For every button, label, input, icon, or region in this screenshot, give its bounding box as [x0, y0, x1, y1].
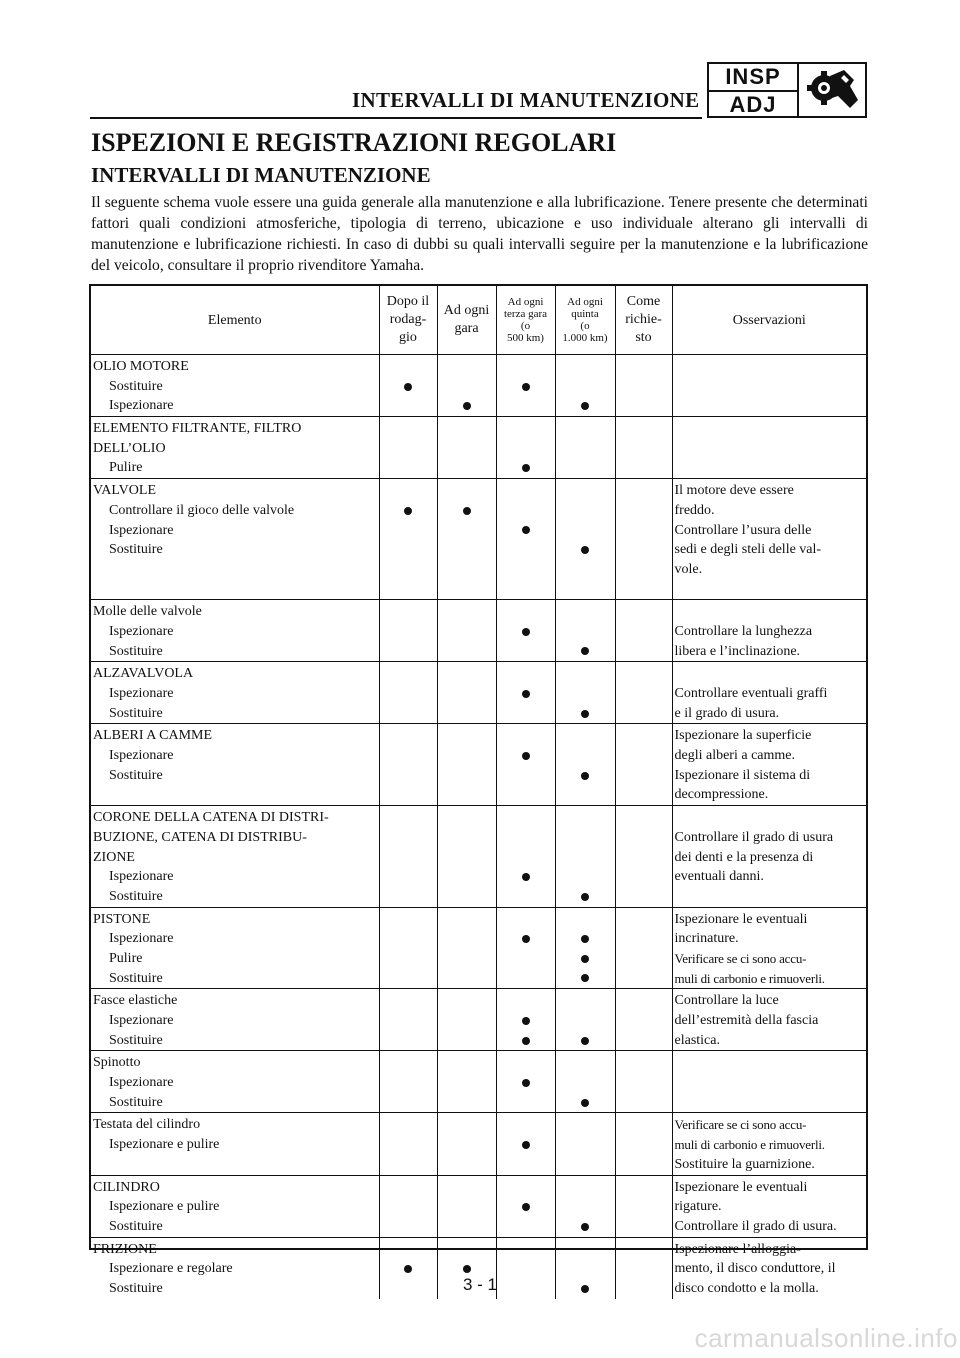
interval-cell [379, 806, 437, 907]
observations-cell [672, 724, 866, 806]
element-cell [91, 662, 379, 724]
interval-cell [496, 355, 555, 417]
header-line: Come [626, 294, 661, 309]
interval-mark-dot [581, 955, 589, 963]
observation-line: dei denti e la presenza di [674, 849, 814, 865]
col-header-osservazioni: Osservazioni [672, 286, 866, 355]
table-row [91, 355, 866, 417]
col-header-elemento: Elemento [91, 286, 379, 355]
observation-line: Ispezionare le eventuali [674, 1179, 808, 1195]
element-name: VALVOLE [93, 483, 157, 499]
interval-cell [615, 662, 672, 724]
page-heading: ISPEZIONI E REGISTRAZIONI REGOLARI [91, 128, 617, 157]
table-row [91, 662, 866, 724]
interval-cell [496, 1175, 555, 1237]
interval-mark-dot [522, 873, 530, 881]
observation-line [675, 664, 867, 684]
wrench-gear-icon [799, 64, 865, 116]
interval-cell [615, 1051, 672, 1113]
element-action: Sostituire [109, 1218, 163, 1234]
interval-cell [615, 989, 672, 1051]
observations-cell [672, 989, 866, 1051]
observation-line: elastica. [674, 1032, 720, 1048]
interval-cell [555, 662, 615, 724]
element-action: Ispezionare [109, 748, 174, 764]
element-action: Pulire [109, 950, 143, 966]
observation-line: Verificare se ci sono accu- [674, 950, 807, 966]
interval-mark-dot [522, 1203, 530, 1211]
interval-mark-dot [522, 1017, 530, 1025]
element-cell [91, 1175, 379, 1237]
header-line: 500 km) [507, 332, 544, 344]
element-action: BUZIONE, CATENA DI DISTRIBU- [93, 829, 307, 845]
observation-line: vole. [674, 561, 703, 577]
observation-line: Ispezionare il sistema di [674, 767, 811, 783]
observation-line: Ispezionare la superficie [674, 728, 812, 744]
element-action: Pulire [109, 460, 143, 476]
badge-text [709, 64, 799, 116]
interval-cell [615, 806, 672, 907]
interval-cell [496, 989, 555, 1051]
interval-mark-dot [581, 935, 589, 943]
observation-line: mento, il disco conduttore, il [674, 1261, 836, 1277]
element-action: Controllare il gioco delle valvole [109, 502, 295, 518]
element-action [93, 580, 379, 600]
interval-cell [379, 1113, 437, 1175]
header-line: 1.000 km) [562, 332, 608, 344]
interval-mark-dot [463, 1265, 471, 1273]
observation-line: degli alberi a camme. [674, 748, 795, 764]
interval-cell [437, 600, 496, 662]
interval-cell [615, 479, 672, 600]
interval-cell [437, 1175, 496, 1237]
element-name: OLIO MOTORE [93, 359, 189, 374]
interval-cell [496, 724, 555, 806]
element-action: DELL’OLIO [93, 440, 166, 456]
interval-cell [496, 907, 555, 989]
interval-cell [437, 1113, 496, 1175]
element-cell [91, 600, 379, 662]
observations-cell [672, 806, 866, 907]
observation-line: rigature. [674, 1199, 722, 1215]
element-action: Sostituire [109, 643, 163, 659]
interval-cell [379, 907, 437, 989]
header-line: terza gara [503, 308, 548, 320]
element-name: Testata del cilindro [93, 1117, 201, 1133]
element-name: CILINDRO [93, 1179, 160, 1195]
observation-line: Ispezionare l’alloggia- [674, 1241, 801, 1257]
interval-mark-dot [404, 1265, 412, 1273]
interval-mark-dot [581, 546, 589, 554]
header-underline [90, 117, 702, 119]
interval-cell [437, 989, 496, 1051]
table-row [91, 806, 866, 907]
interval-mark-dot [522, 1079, 530, 1087]
element-name: Spinotto [93, 1055, 141, 1071]
interval-cell [437, 724, 496, 806]
interval-mark-dot [581, 893, 589, 901]
table-header-row [91, 286, 866, 355]
insp-adj-badge [707, 62, 867, 118]
interval-mark-dot [522, 464, 530, 472]
header-line: gio [399, 330, 417, 345]
interval-cell [615, 907, 672, 989]
header-line: (o [580, 320, 590, 332]
interval-cell [615, 1113, 672, 1175]
element-name: PISTONE [93, 911, 151, 927]
col-header-as-required [615, 286, 672, 355]
interval-cell [555, 1051, 615, 1113]
interval-mark-dot [404, 507, 412, 515]
interval-mark-dot [581, 402, 589, 410]
element-action: Ispezionare [109, 623, 174, 639]
interval-cell [379, 989, 437, 1051]
element-action: Sostituire [109, 1094, 163, 1110]
observations-cell [672, 1175, 866, 1237]
interval-cell [379, 1051, 437, 1113]
element-action: ZIONE [93, 849, 135, 865]
interval-cell [555, 1113, 615, 1175]
element-action: Ispezionare [109, 686, 174, 701]
observation-line [675, 808, 867, 828]
header-line: richie- [625, 312, 662, 327]
observation-line: Controllare il grado di usura. [674, 1218, 837, 1234]
element-action: Sostituire [109, 888, 163, 904]
observation-line: freddo. [674, 502, 715, 518]
observation-line: Controllare la lunghezza [674, 623, 813, 639]
interval-cell [437, 1051, 496, 1113]
element-cell [91, 417, 379, 479]
interval-mark-dot [522, 526, 530, 534]
element-action: Sostituire [109, 705, 163, 721]
element-action: Ispezionare [109, 931, 174, 947]
observations-cell [672, 662, 866, 724]
interval-cell [379, 1175, 437, 1237]
interval-mark-dot [404, 383, 412, 391]
interval-cell [437, 806, 496, 907]
interval-cell [555, 806, 615, 907]
observation-line: Ispezionare le eventuali [674, 911, 808, 927]
element-name: ALZAVALVOLA [93, 666, 194, 682]
table-row [91, 907, 866, 989]
header-line: quinta [571, 308, 599, 320]
interval-mark-dot [581, 772, 589, 780]
element-action: Ispezionare [109, 1013, 174, 1028]
element-action: Ispezionare [109, 398, 174, 414]
element-action [93, 1155, 379, 1175]
interval-cell [437, 662, 496, 724]
element-name: Molle delle valvole [93, 604, 202, 620]
section-header-title: INTERVALLI DI MANUTENZIONE [352, 88, 700, 112]
observations-cell [672, 355, 866, 417]
observation-line: muli di carbonio e rimuoverli. [674, 1137, 825, 1153]
observation-line [675, 602, 867, 622]
interval-mark-dot [463, 402, 471, 410]
interval-cell [379, 479, 437, 600]
observation-line: muli di carbonio e rimuoverli. [674, 970, 825, 986]
interval-cell [379, 417, 437, 479]
observations-cell [672, 907, 866, 989]
interval-cell [379, 724, 437, 806]
observations-cell [672, 1113, 866, 1175]
interval-mark-dot [581, 647, 589, 655]
element-action: Ispezionare [109, 1075, 174, 1091]
interval-cell [437, 355, 496, 417]
interval-mark-dot [463, 507, 471, 515]
interval-cell [555, 989, 615, 1051]
header-line: Ad ogni [507, 296, 544, 308]
header-line: Ad ogni [567, 296, 603, 308]
interval-mark-dot [522, 1037, 530, 1045]
header-line: Ad ogni [443, 303, 490, 318]
observations-cell [672, 417, 866, 479]
observation-line: Il motore deve essere [674, 483, 794, 499]
interval-cell [555, 907, 615, 989]
element-action: Ispezionare [109, 869, 174, 885]
observation-line: Controllare la luce [674, 993, 779, 1009]
element-action: Sostituire [109, 1032, 163, 1048]
element-action [93, 785, 379, 805]
element-name: FRIZIONE [93, 1241, 157, 1257]
interval-cell [615, 600, 672, 662]
element-action: Ispezionare [109, 522, 174, 538]
interval-cell [496, 662, 555, 724]
observation-line: decompressione. [674, 787, 769, 803]
interval-cell [496, 479, 555, 600]
observation-line: e il grado di usura. [674, 705, 780, 721]
interval-cell [496, 417, 555, 479]
interval-mark-dot [522, 690, 530, 698]
observation-line: eventuali danni. [674, 869, 764, 885]
interval-cell [379, 662, 437, 724]
col-header-every-fifth-race [555, 286, 615, 355]
interval-mark-dot [522, 935, 530, 943]
interval-mark-dot [581, 1223, 589, 1231]
element-cell [91, 724, 379, 806]
element-name: ELEMENTO FILTRANTE, FILTRO [93, 421, 302, 437]
interval-cell [437, 479, 496, 600]
observation-line: Controllare eventuali graffi [674, 686, 828, 701]
interval-mark-dot [581, 1099, 589, 1107]
page-number: 3 - 1 [462, 1275, 498, 1294]
interval-cell [496, 806, 555, 907]
interval-cell [437, 417, 496, 479]
observation-line: Verificare se ci sono accu- [674, 1117, 807, 1133]
interval-cell [615, 724, 672, 806]
table-row [91, 989, 866, 1051]
element-cell [91, 907, 379, 989]
observation-line: Sostituire la guarnizione. [674, 1156, 815, 1172]
interval-mark-dot [522, 628, 530, 636]
interval-cell [496, 600, 555, 662]
interval-cell [379, 600, 437, 662]
observation-line: Controllare il grado di usura [674, 829, 834, 845]
interval-cell [555, 479, 615, 600]
element-name: ALBERI A CAMME [93, 728, 213, 744]
interval-cell [615, 417, 672, 479]
element-cell [91, 479, 379, 600]
intro-paragraph: Il seguente schema vuole essere una guida generale alla manutenzione e alla lubrificazione. Tenere presente che determinati fattori quali condizioni atmosferiche, tipologia di terreno, ubicazione e uso individuale alterano gli intervalli di manutenzione e lubrificazione richiesti. In caso di dubbi su quali intervalli seguire per la manutenzione e la lubrificazione del veicolo, consultare il proprio rivenditore Yamaha. [91, 194, 868, 274]
section-subheading: INTERVALLI DI MANUTENZIONE [91, 163, 431, 187]
element-action: Ispezionare e pulire [109, 1137, 220, 1153]
interval-mark-dot [522, 752, 530, 760]
interval-cell [496, 1113, 555, 1175]
interval-mark-dot [522, 383, 530, 391]
interval-cell [555, 355, 615, 417]
col-header-every-race [437, 286, 496, 355]
interval-mark-dot [522, 1141, 530, 1149]
observation-line: libera e l’inclinazione. [674, 643, 801, 659]
interval-cell [555, 600, 615, 662]
interval-cell [555, 724, 615, 806]
element-action: Ispezionare e pulire [109, 1199, 220, 1215]
observations-cell [672, 479, 866, 600]
table-row [91, 724, 866, 806]
badge-insp: INSP [709, 64, 797, 92]
element-cell [91, 806, 379, 907]
element-cell [91, 355, 379, 417]
table-row [91, 1113, 866, 1175]
header-line: gara [454, 321, 479, 336]
interval-cell [615, 1175, 672, 1237]
interval-mark-dot [581, 1037, 589, 1045]
observations-cell [672, 1051, 866, 1113]
header-line: rodag- [389, 312, 427, 327]
observation-line: incrinature. [674, 931, 739, 947]
table-row [91, 600, 866, 662]
interval-mark-dot [581, 710, 589, 718]
col-header-after-breakin [379, 286, 437, 355]
interval-cell [496, 1051, 555, 1113]
element-action: Sostituire [109, 378, 163, 394]
interval-cell [555, 417, 615, 479]
element-action: Sostituire [109, 767, 163, 783]
observation-line: disco condotto e la molla. [674, 1280, 819, 1296]
interval-cell [555, 1175, 615, 1237]
element-cell [91, 989, 379, 1051]
interval-mark-dot [581, 974, 589, 982]
watermark: carmanualsonline.info [694, 1323, 958, 1353]
element-cell [91, 1113, 379, 1175]
observations-cell [672, 600, 866, 662]
element-action [93, 560, 379, 580]
table-row [91, 479, 866, 600]
interval-cell [615, 355, 672, 417]
header-line: sto [635, 330, 652, 345]
observation-line: dell’estremità della fascia [674, 1013, 819, 1028]
observation-line: Controllare l’usura delle [674, 522, 812, 538]
element-action: Sostituire [109, 542, 163, 558]
badge-adj: ADJ [729, 92, 777, 117]
table-row [91, 1175, 866, 1237]
interval-cell [437, 907, 496, 989]
element-action: Ispezionare e regolare [109, 1261, 233, 1277]
table-row [91, 1051, 866, 1113]
header-line: Dopo il [386, 294, 430, 309]
element-action: Sostituire [109, 1280, 163, 1296]
table-row [91, 417, 866, 479]
element-cell [91, 1051, 379, 1113]
element-name: CORONE DELLA CATENA DI DISTRI- [93, 810, 329, 826]
col-header-every-third-race [496, 286, 555, 355]
element-action: Sostituire [109, 970, 163, 986]
header-line: (o [520, 320, 531, 332]
observation-line: sedi e degli steli delle val- [674, 542, 822, 558]
element-name: Fasce elastiche [93, 993, 178, 1009]
interval-cell [379, 355, 437, 417]
